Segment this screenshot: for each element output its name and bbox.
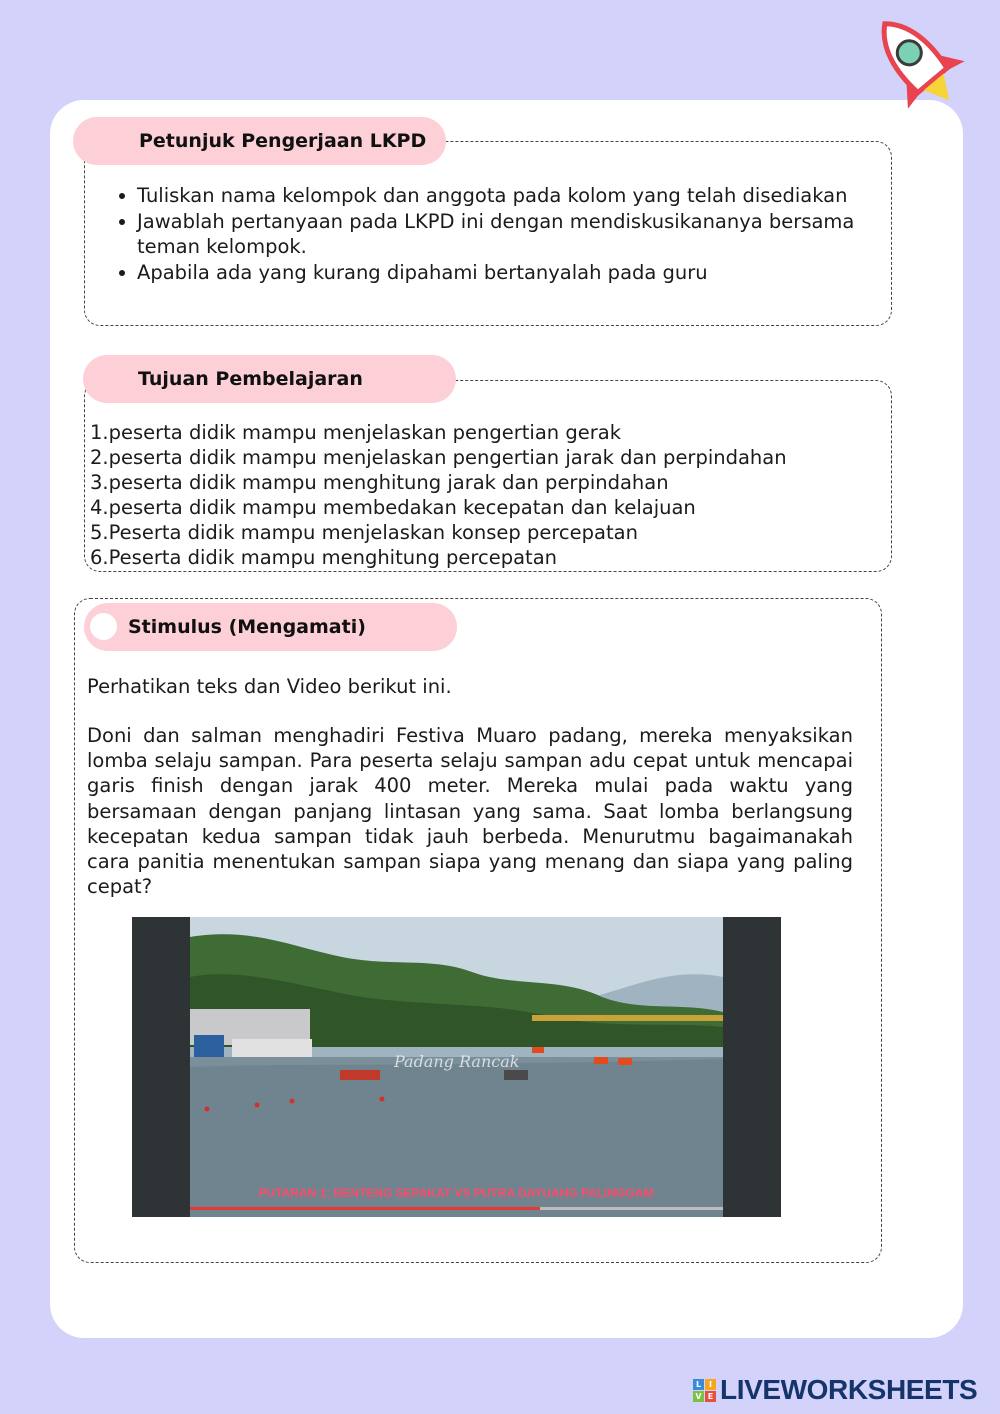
rocket-icon [858,8,976,116]
stimulus-title [84,603,457,651]
logo-text: LIVEWORKSHEETS [720,1374,978,1405]
goals-title [83,355,456,403]
list-item: 2.peserta didik mampu menjelaskan pengertian jarak dan perpindahan [90,446,787,469]
logo-grid-icon [693,1379,716,1402]
logo-letter: E [705,1391,716,1402]
list-item: Tuliskan nama kelompok dan anggota pada kolom yang telah disediakan [113,183,898,209]
instructions-title [73,117,446,165]
instructions-title-text: Petunjuk Pengerjaan LKPD [139,130,427,152]
video-player[interactable] [132,917,781,1217]
instructions-list [113,183,898,285]
logo-letter: V [693,1391,704,1402]
list-item: 4.peserta didik mampu membedakan kecepatan dan kelajuan [90,496,696,519]
list-item: 1.peserta didik mampu menjelaskan pengertian gerak [90,421,621,444]
stimulus-story: Doni dan salman menghadiri Festiva Muaro padang, mereka menyaksikan lomba selaju sampan. Para peserta selaju sampan adu cepat untuk mencapai garis finish dengan jarak 400 meter. Mereka mulai pada waktu yang bersamaan dengan panjang lintasan yang sama. Saat lomba berlangsung kecepatan kedua sampan tidak jauh berbeda. Menurutmu bagaimanakah cara panitia menentukan sampan siapa yang menang dan siapa yang paling cepat? [87,724,853,899]
video-watermark: Padang Rancak [394,1052,520,1071]
list-item: Jawablah pertanyaan pada LKPD ini dengan mendiskusikananya bersama teman kelompok. [113,209,898,260]
video-caption: PUTARAN 1: BENTENG SEPAKAT VS PUTRA DAYUANG PALINGGAM [258,1186,654,1200]
list-item: 6.Peserta didik mampu menghitung percepatan [90,546,558,569]
logo-letter: L [693,1379,704,1390]
video-frame [132,917,781,1217]
goals-title-text: Tujuan Pembelajaran [138,368,363,390]
list-item: 5.Peserta didik mampu menjelaskan konsep percepatan [90,521,638,544]
list-item: Apabila ada yang kurang dipahami bertanyalah pada guru [113,260,898,286]
liveworksheets-logo[interactable] [693,1374,977,1406]
stimulus-intro: Perhatikan teks dan Video berikut ini. [87,675,452,698]
circle-icon [90,613,117,640]
logo-letter: I [705,1379,716,1390]
goals-list [90,420,880,570]
stimulus-title-text: Stimulus (Mengamati) [128,616,366,638]
list-item: 3.peserta didik mampu menghitung jarak dan perpindahan [90,471,669,494]
